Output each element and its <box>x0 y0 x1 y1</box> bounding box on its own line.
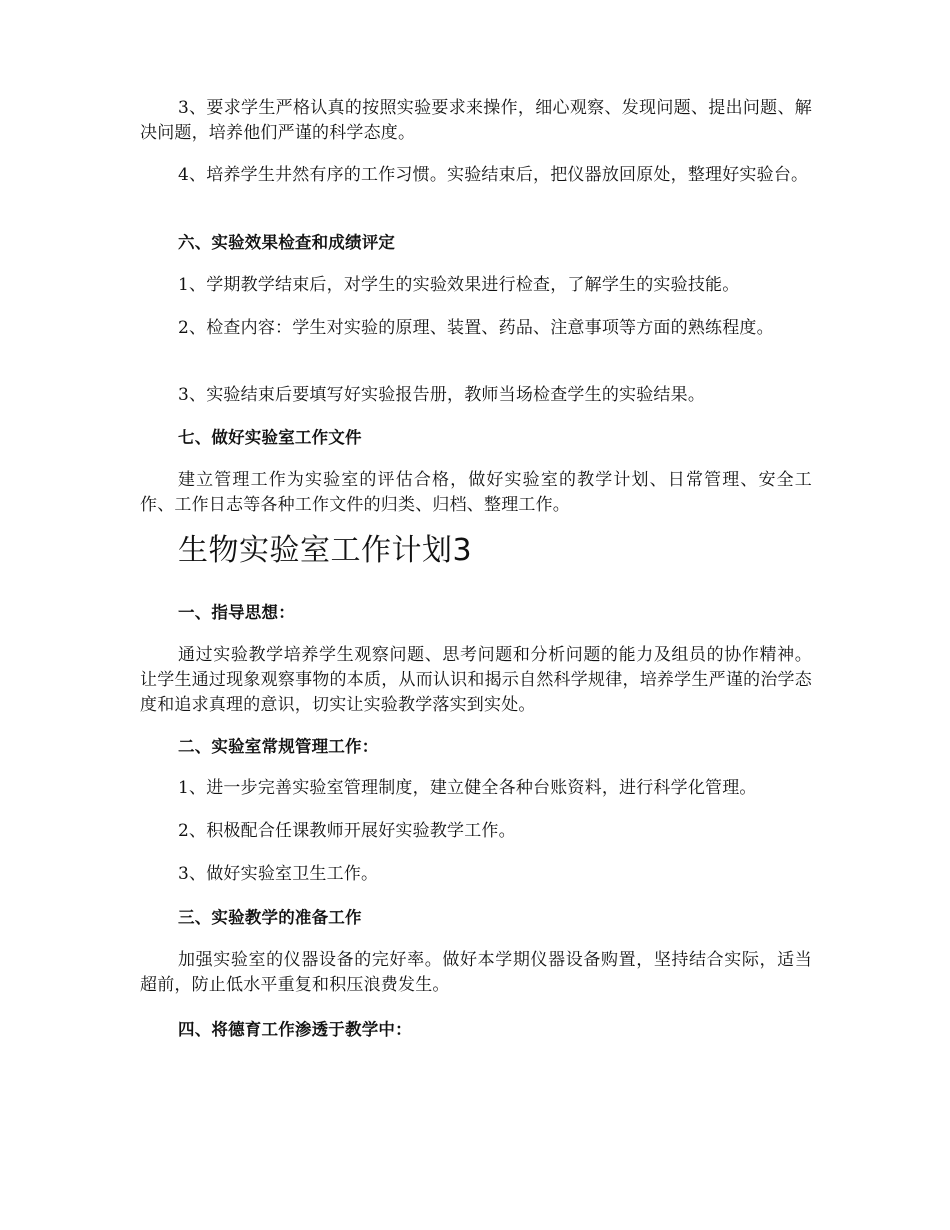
section-heading-routine: 二、实验室常规管理工作： <box>178 737 379 756</box>
paragraph-requirement-3: 3、要求学生严格认真的按照实验要求来操作，细心观察、发现问题、提出问题、解决问题，培养他们严谨的科学态度。 <box>140 98 812 143</box>
paragraph-guiding: 通过实验教学培养学生观察问题、思考问题和分析问题的能力及组员的协作精神。让学生通过现象观察事物的本质，从而认识和揭示自然科学规律，培养学生严谨的治学态度和追求真理的意识，切实让实验教学落实到实处。 <box>140 645 812 715</box>
section-heading-7: 七、做好实验室工作文件 <box>178 428 362 447</box>
paragraph-check-3: 3、实验结束后要填写好实验报告册，教师当场检查学生的实验结果。 <box>178 385 706 405</box>
paragraph-check-2: 2、检查内容：学生对实验的原理、装置、药品、注意事项等方面的熟练程度。 <box>178 318 774 338</box>
paragraph-habit-4: 4、培养学生井然有序的工作习惯。实验结束后，把仪器放回原处，整理好实验台。 <box>178 165 809 185</box>
paragraph-routine-3: 3、做好实验室卫生工作。 <box>178 864 379 884</box>
section-heading-preparation: 三、实验教学的准备工作 <box>178 908 362 927</box>
paragraph-routine-2: 2、积极配合任课教师开展好实验教学工作。 <box>178 821 516 841</box>
section-heading-6: 六、实验效果检查和成绩评定 <box>178 233 396 252</box>
section-heading-moral: 四、将德育工作渗透于教学中： <box>178 1020 412 1039</box>
plan-title: 生物实验室工作计划3 <box>178 533 473 568</box>
paragraph-check-1: 1、学期教学结束后，对学生的实验效果进行检查，了解学生的实验技能。 <box>178 275 740 295</box>
paragraph-files: 建立管理工作为实验室的评估合格，做好实验室的教学计划、日常管理、安全工作、工作日志等各种工作文件的归类、归档、整理工作。 <box>140 470 812 515</box>
section-heading-guiding: 一、指导思想： <box>178 603 295 622</box>
paragraph-routine-1: 1、进一步完善实验室管理制度，建立健全各种台账资料，进行科学化管理。 <box>178 778 757 798</box>
paragraph-preparation: 加强实验室的仪器设备的完好率。做好本学期仪器设备购置，坚持结合实际，适当超前，防止低水平重复和积压浪费发生。 <box>140 950 812 995</box>
